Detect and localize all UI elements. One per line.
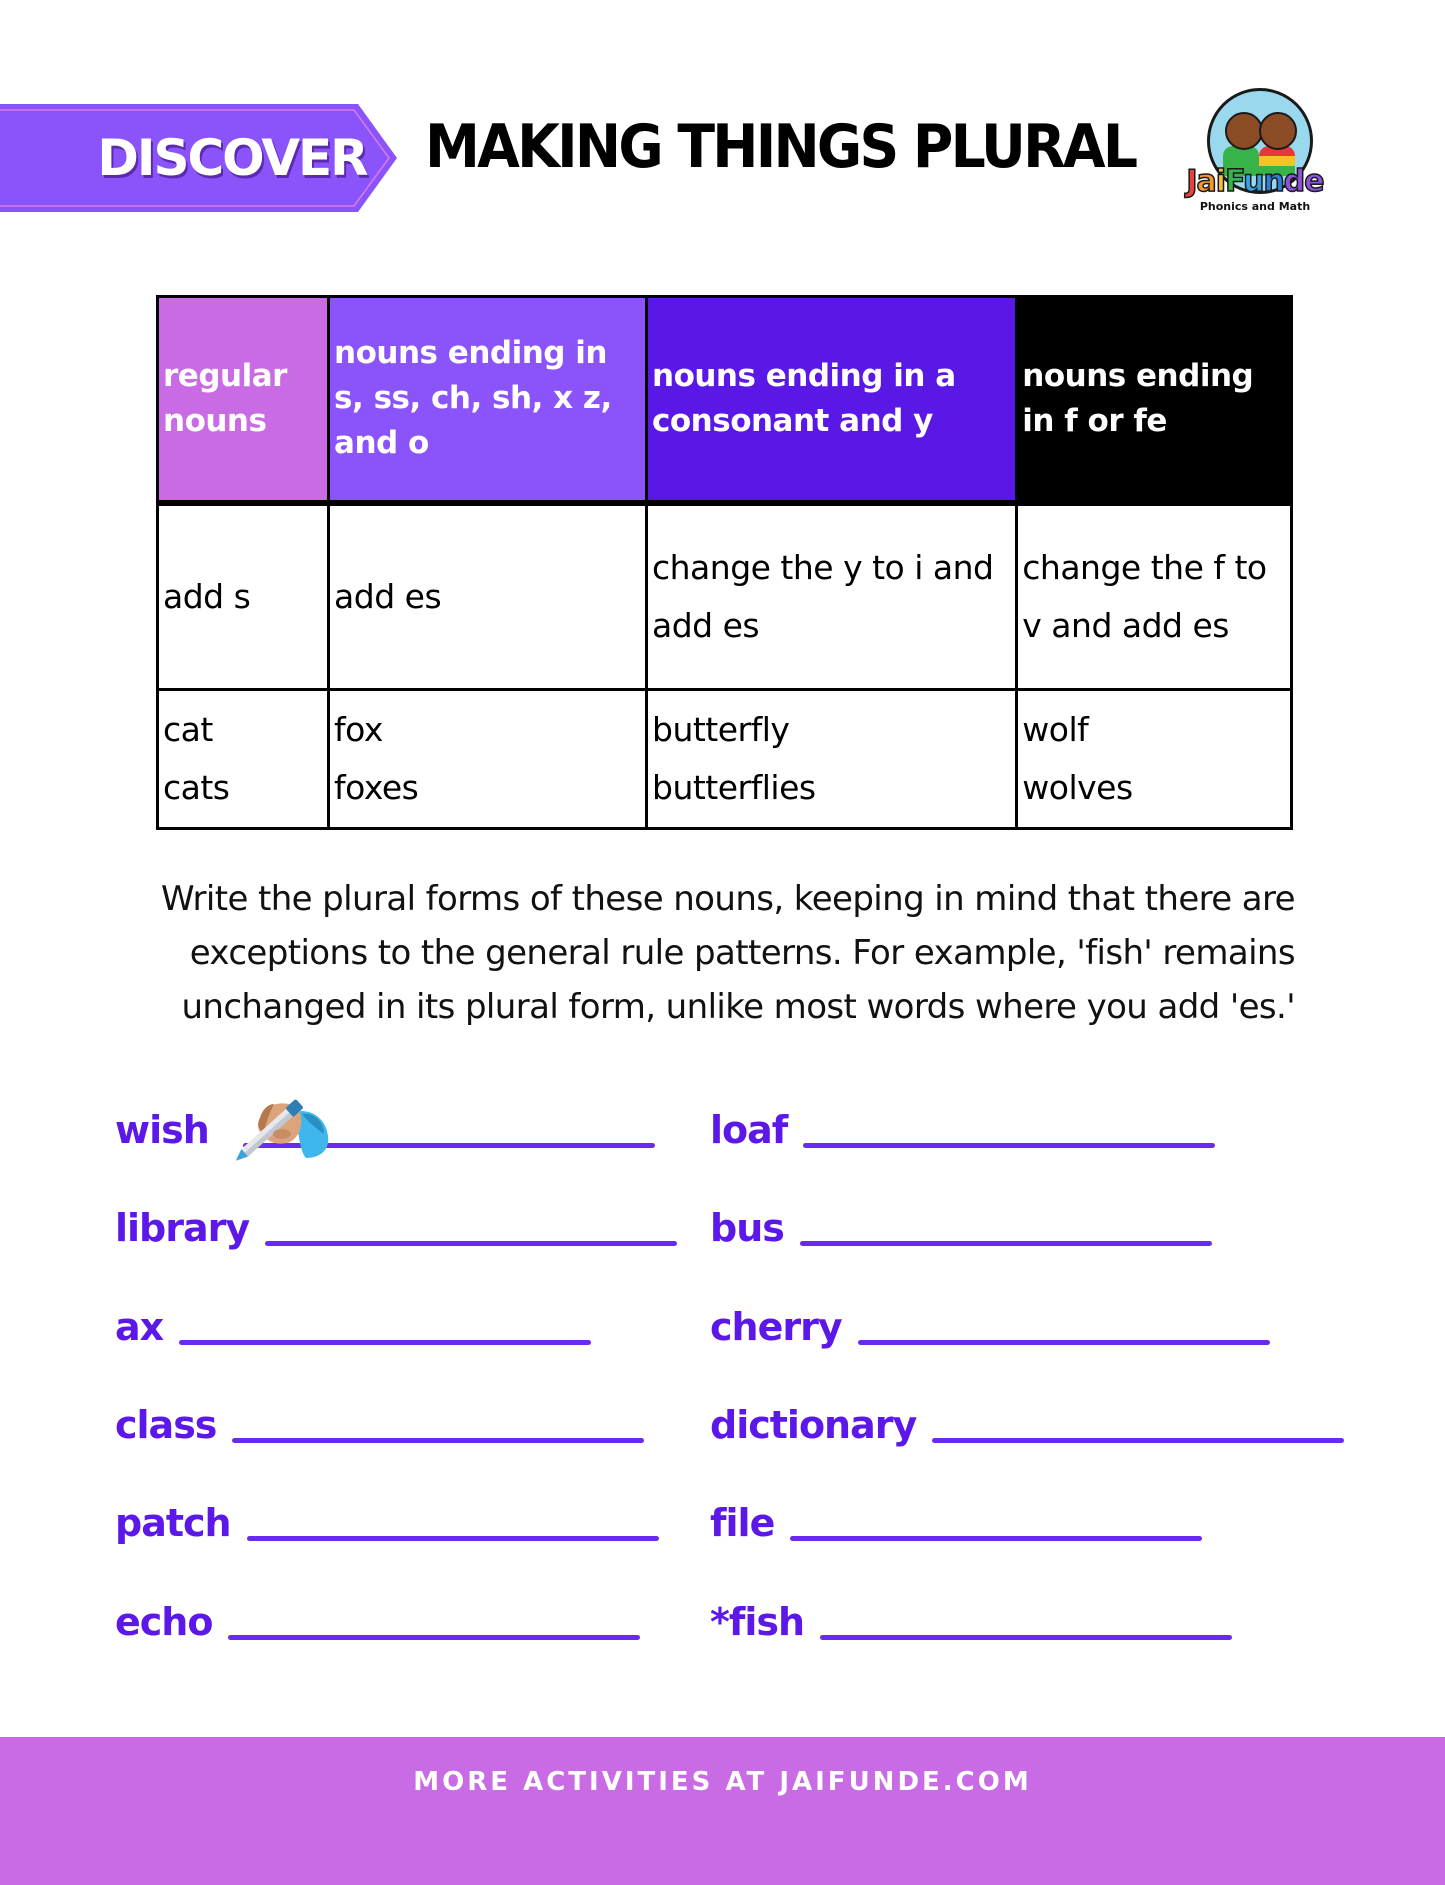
exercise-word: file	[710, 1501, 775, 1545]
rule-cell: change the y to i and add es	[647, 503, 1017, 689]
logo-girl-icon	[1259, 112, 1297, 150]
exercise-word: cherry	[710, 1305, 842, 1349]
exercise-item	[710, 1297, 1270, 1357]
exercise-word: ax	[115, 1305, 164, 1349]
answer-line[interactable]	[820, 1635, 1232, 1640]
logo-letter: J	[1186, 164, 1197, 199]
plural-rules-table	[156, 295, 1293, 830]
exercise-item	[710, 1198, 1212, 1258]
exercise-item	[710, 1592, 1232, 1652]
answer-line[interactable]	[232, 1438, 644, 1443]
exercise-item	[115, 1592, 640, 1652]
jaifunde-logo[interactable]	[1175, 72, 1335, 212]
page-title: MAKING THINGS PLURAL	[425, 112, 1136, 182]
answer-line[interactable]	[265, 1241, 677, 1246]
answer-line[interactable]	[228, 1635, 640, 1640]
logo-letter: n	[1263, 164, 1284, 199]
exercise-word: bus	[710, 1206, 784, 1250]
footer-link[interactable]: MORE ACTIVITIES AT JAIFUNDE.COM	[413, 1767, 1032, 1797]
example-singular: wolf	[1022, 709, 1089, 749]
logo-letter: F	[1225, 164, 1244, 199]
answer-line[interactable]	[790, 1536, 1202, 1541]
exercise-word: dictionary	[710, 1403, 917, 1447]
exercise-word: *fish	[710, 1600, 805, 1644]
rule-cell: add s	[158, 503, 329, 689]
header-s-ss-ch-sh-x-z-o: nouns ending in s, ss, ch, sh, x z, and o	[329, 297, 647, 503]
answer-line[interactable]	[932, 1438, 1344, 1443]
exercise-word: patch	[115, 1501, 231, 1545]
logo-letter: i	[1215, 164, 1226, 199]
exercise-item	[710, 1395, 1344, 1455]
footer-bar	[0, 1737, 1445, 1885]
answer-line[interactable]	[179, 1340, 591, 1345]
example-singular: butterfly	[652, 709, 790, 749]
logo-letter: d	[1283, 164, 1305, 199]
header-consonant-y: nouns ending in a consonant and y	[647, 297, 1017, 503]
logo-letter: u	[1243, 164, 1264, 199]
exercise-word: wish	[115, 1108, 209, 1152]
exercise-item	[710, 1493, 1202, 1553]
example-singular: cat	[163, 709, 213, 749]
exercise-item	[710, 1100, 1215, 1160]
answer-line[interactable]	[803, 1143, 1215, 1148]
logo-boy-icon	[1225, 112, 1263, 150]
exercise-word: loaf	[710, 1108, 788, 1152]
rule-cell: add es	[329, 503, 647, 689]
exercise-item	[115, 1198, 677, 1258]
exercise-item	[115, 1100, 655, 1160]
discover-banner	[0, 104, 398, 212]
example-plural: butterflies	[652, 767, 816, 807]
example-cell	[1017, 689, 1292, 828]
table-header-row	[158, 297, 1292, 503]
exercise-word: library	[115, 1206, 250, 1250]
answer-line[interactable]	[858, 1340, 1270, 1345]
table-row-rules	[158, 503, 1292, 689]
answer-line[interactable]	[247, 1536, 659, 1541]
logo-letter: a	[1196, 164, 1216, 199]
answer-line[interactable]	[800, 1241, 1212, 1246]
header-regular-nouns: regular nouns	[158, 297, 329, 503]
logo-tagline: Phonics and Math	[1199, 200, 1311, 213]
logo-wordmark	[1175, 164, 1335, 199]
example-plural: wolves	[1022, 767, 1133, 807]
example-cell	[329, 689, 647, 828]
exercise-item	[115, 1493, 659, 1553]
exercise-item	[115, 1297, 591, 1357]
example-plural: foxes	[334, 767, 419, 807]
example-cell	[647, 689, 1017, 828]
example-cell	[158, 689, 329, 828]
table-row-examples	[158, 689, 1292, 828]
exercise-item	[115, 1395, 644, 1455]
logo-letter: e	[1304, 164, 1324, 199]
banner-label: DISCOVER	[97, 129, 367, 187]
example-singular: fox	[334, 709, 383, 749]
writing-hand-icon	[230, 1092, 334, 1162]
exercise-word: echo	[115, 1600, 213, 1644]
exercise-word: class	[115, 1403, 217, 1447]
rule-cell: change the f to v and add es	[1017, 503, 1292, 689]
example-plural: cats	[163, 767, 230, 807]
header-f-fe: nouns ending in f or fe	[1017, 297, 1292, 503]
instructions-paragraph: Write the plural forms of these nouns, keeping in mind that there are exceptions to the general rule patterns. For example, 'fish' remains unchanged in its plural form, unlike most words where you add 'es.'	[161, 879, 1295, 1027]
